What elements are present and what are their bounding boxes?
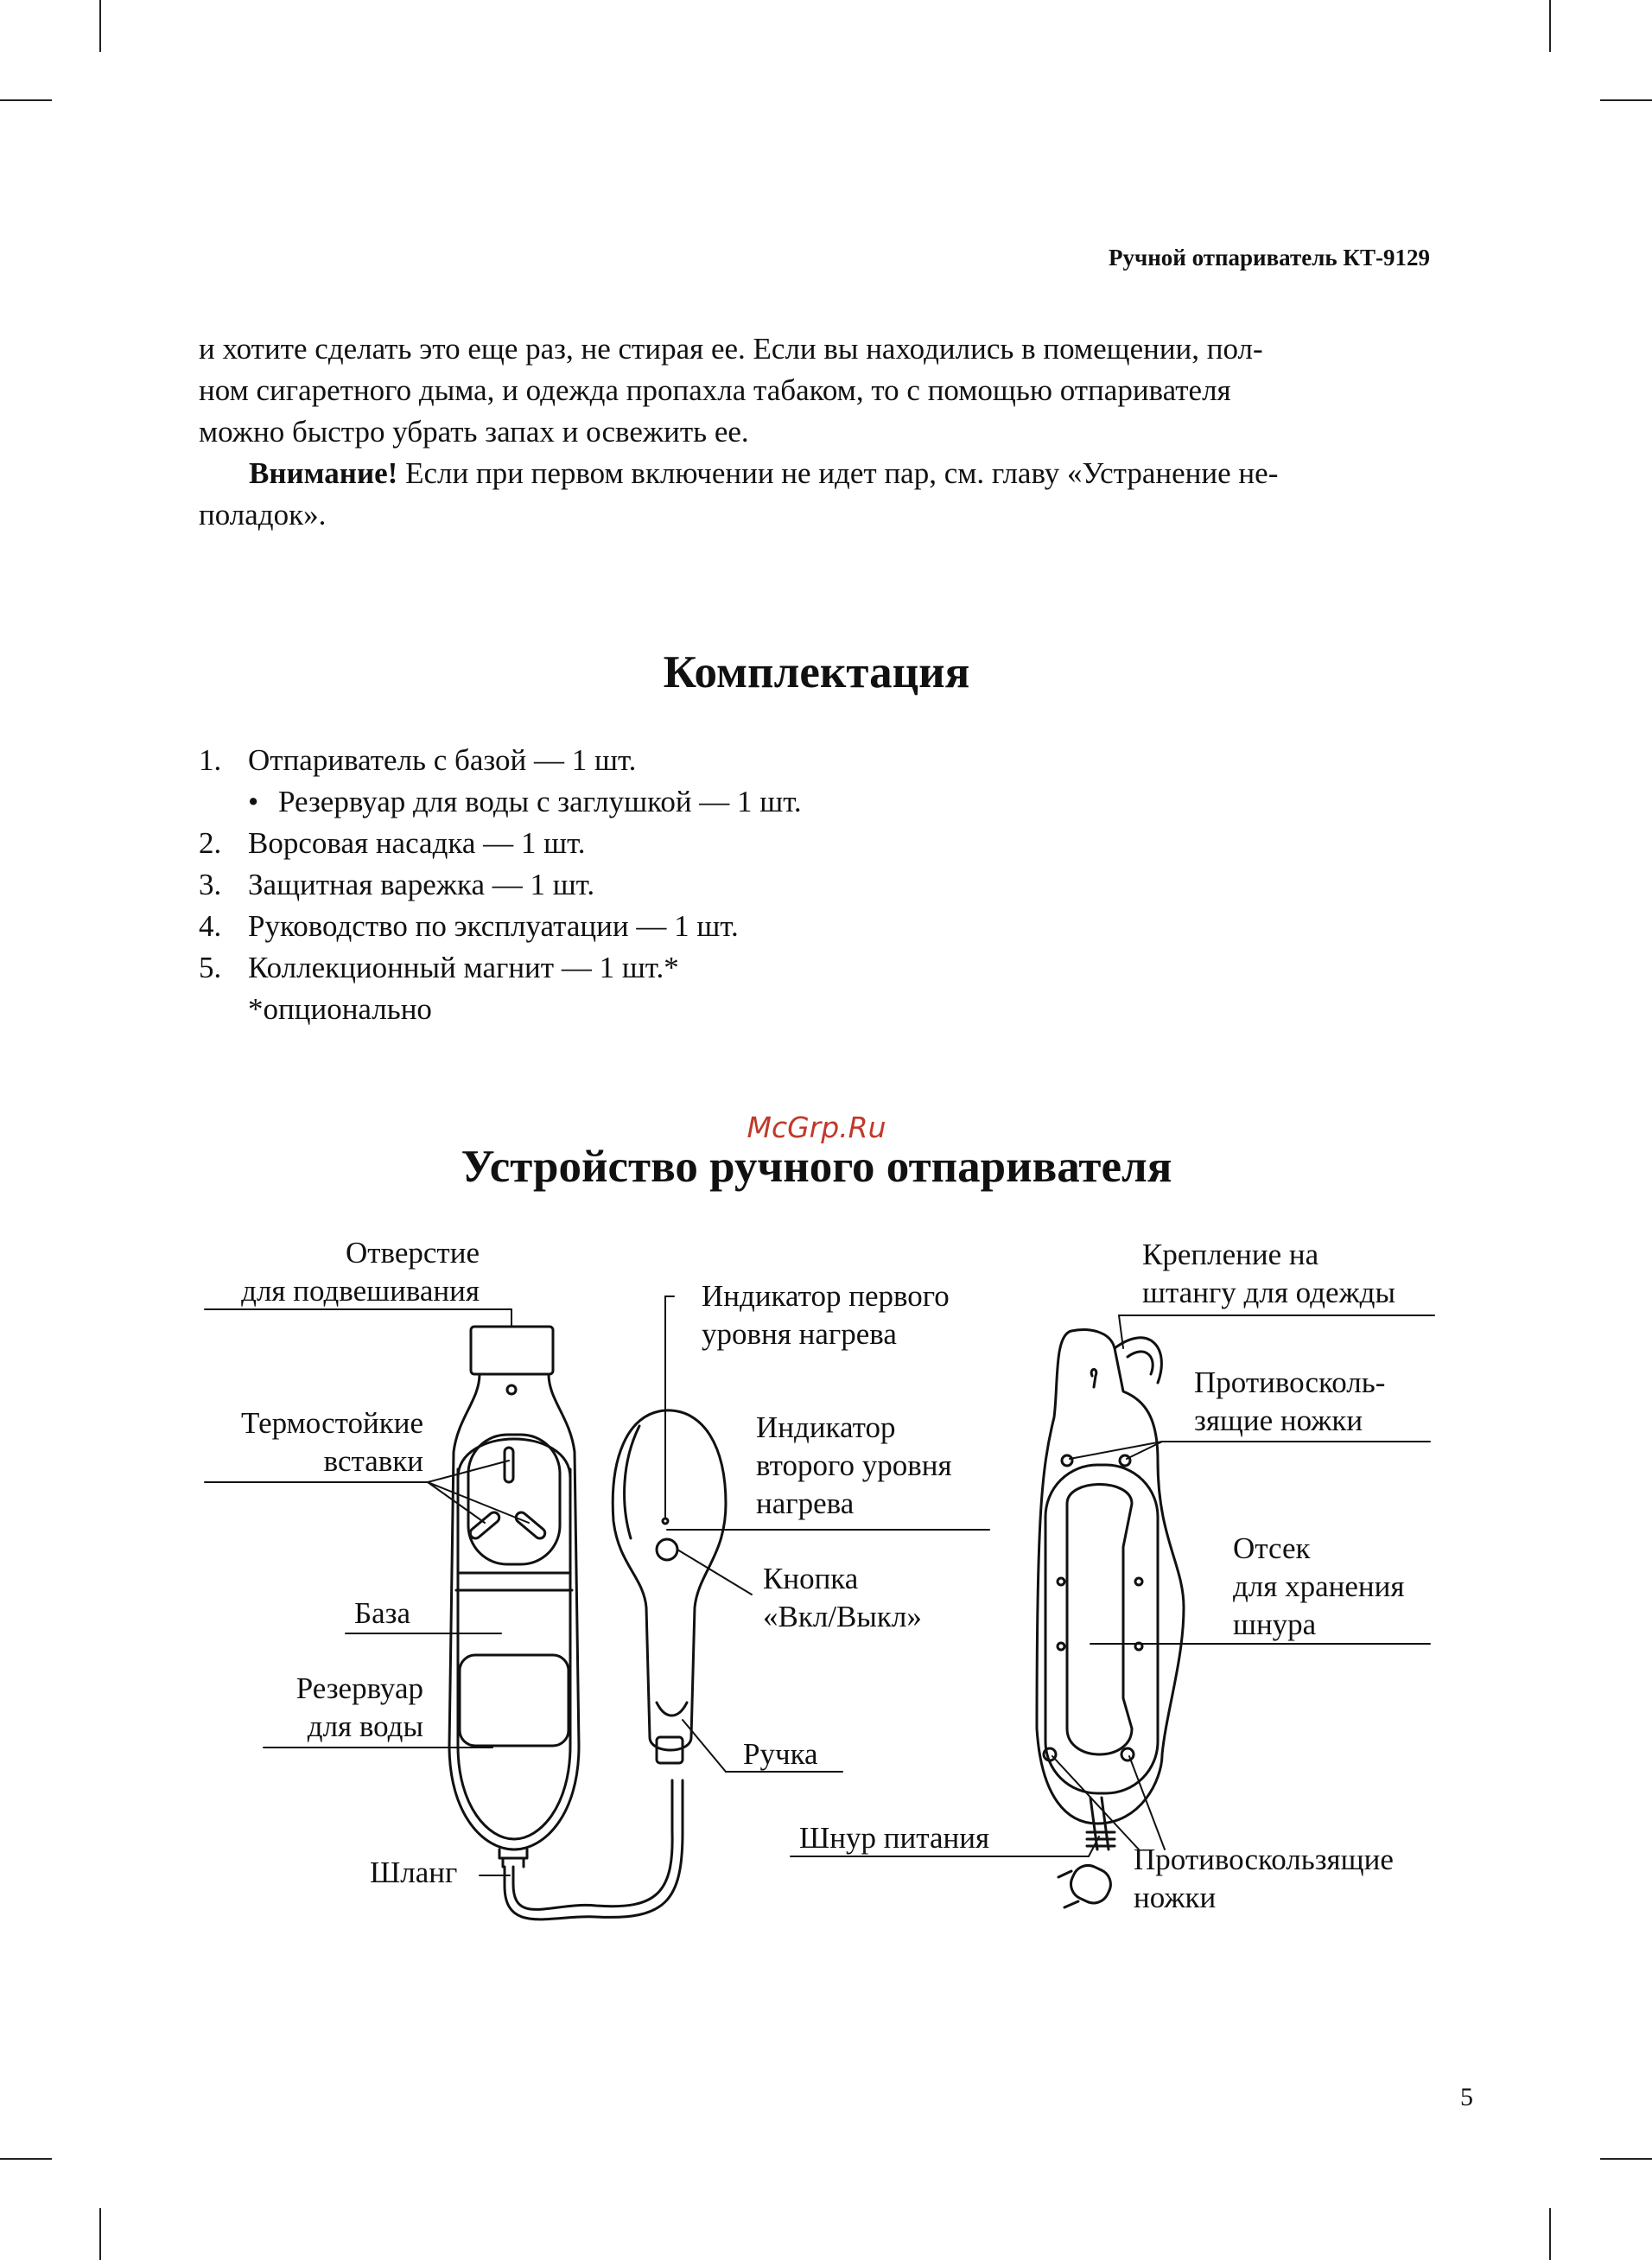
label-ind2-2: второго уровня (756, 1448, 952, 1482)
hose-drawing (513, 1780, 672, 1909)
label-hang-hole-2: для подвешивания (241, 1274, 480, 1308)
list-text: Ворсовая насадка — 1 шт. (248, 826, 586, 860)
label-cord: Шнур питания (799, 1821, 990, 1855)
page-number: 5 (1460, 2083, 1473, 2111)
list-text: *опционально (248, 992, 432, 1026)
crop-mark (1600, 99, 1652, 101)
label-ind1-2: уровня нагрева (702, 1317, 897, 1351)
list-text: Отпариватель с базой — 1 шт. (248, 743, 637, 777)
crop-mark (1549, 2208, 1551, 2260)
label-tank-1: Резервуар (295, 1671, 423, 1705)
label-button-1: Кнопка (763, 1562, 859, 1595)
kit-list (199, 740, 1322, 1030)
label-mount-2: штангу для одежды (1142, 1276, 1396, 1309)
label-heat-inserts-1: Термостойкие (241, 1406, 423, 1440)
intro-line-1: и хотите сделать это еще раз, не стирая ее. Если вы находились в помещении, пол- (199, 332, 1263, 366)
bullet-icon: • (248, 785, 259, 818)
label-ind2-3: нагрева (756, 1487, 855, 1520)
intro-line-3: можно быстро убрать запах и освежить ее. (199, 415, 749, 449)
note-bold: Внимание! (249, 456, 398, 490)
list-item (199, 823, 1322, 864)
crop-mark (99, 0, 101, 52)
label-handle: Ручка (743, 1737, 818, 1771)
list-item (199, 989, 1322, 1030)
list-item (199, 781, 1322, 823)
label-tank-2: для воды (307, 1709, 423, 1743)
label-feet-top-2: зящие ножки (1194, 1404, 1363, 1437)
list-text: Защитная варежка — 1 шт. (248, 868, 595, 901)
list-number: 3. (199, 868, 222, 901)
label-base: База (354, 1596, 410, 1630)
list-item (199, 740, 1322, 781)
handle-drawing (613, 1410, 726, 1763)
list-item (199, 947, 1322, 989)
label-feet-bottom-2: ножки (1134, 1881, 1217, 1914)
list-item (199, 906, 1322, 947)
base-drawing (449, 1327, 579, 1867)
label-cord-bay-3: шнура (1233, 1607, 1317, 1641)
label-hang-hole-1: Отверстие (345, 1236, 480, 1270)
crop-mark (1600, 2158, 1652, 2160)
crop-mark (1549, 0, 1551, 52)
list-number: 2. (199, 826, 222, 860)
back-view-drawing (1037, 1330, 1184, 1908)
watermark[interactable]: McGrp.Ru (747, 1111, 886, 1144)
list-text: Коллекционный магнит — 1 шт.* (248, 951, 679, 984)
hose-drawing-inner (505, 1780, 683, 1919)
label-feet-bottom-1: Противоскользящие (1134, 1843, 1394, 1876)
label-heat-inserts-2: вставки (323, 1444, 423, 1478)
kit-heading: Комплектация (663, 647, 970, 697)
label-ind2-1: Индикатор (756, 1410, 896, 1444)
list-number: 1. (199, 743, 222, 777)
note-line-2: поладок». (199, 498, 327, 532)
list-number: 4. (199, 909, 222, 943)
crop-mark (99, 2208, 101, 2260)
running-header: Ручной отпариватель КТ-9129 (1108, 245, 1430, 271)
label-button-2: «Вкл/Выкл» (763, 1600, 922, 1633)
label-cord-bay-2: для хранения (1233, 1569, 1405, 1603)
list-number: 5. (199, 951, 222, 984)
note-text-1: Если при первом включении не идет пар, см. главу «Устранение не- (397, 456, 1279, 490)
label-feet-top-1: Противосколь- (1194, 1366, 1386, 1399)
label-ind1-1: Индикатор первого (702, 1279, 950, 1313)
label-hose: Шланг (370, 1856, 458, 1889)
label-cord-bay-1: Отсек (1233, 1531, 1311, 1565)
device-heading: Устройство ручного отпаривателя (461, 1142, 1172, 1192)
list-text: Руководство по эксплуатации — 1 шт. (248, 909, 739, 943)
note-line-1 (199, 453, 1426, 494)
crop-mark (0, 2158, 52, 2160)
list-item (199, 864, 1322, 906)
label-mount-1: Крепление на (1142, 1238, 1319, 1271)
list-text: Резервуар для воды с заглушкой — 1 шт. (278, 785, 802, 818)
intro-line-2: ном сигаретного дыма, и одежда пропахла табаком, то с помощью отпаривателя (199, 373, 1231, 407)
crop-mark (0, 99, 52, 101)
